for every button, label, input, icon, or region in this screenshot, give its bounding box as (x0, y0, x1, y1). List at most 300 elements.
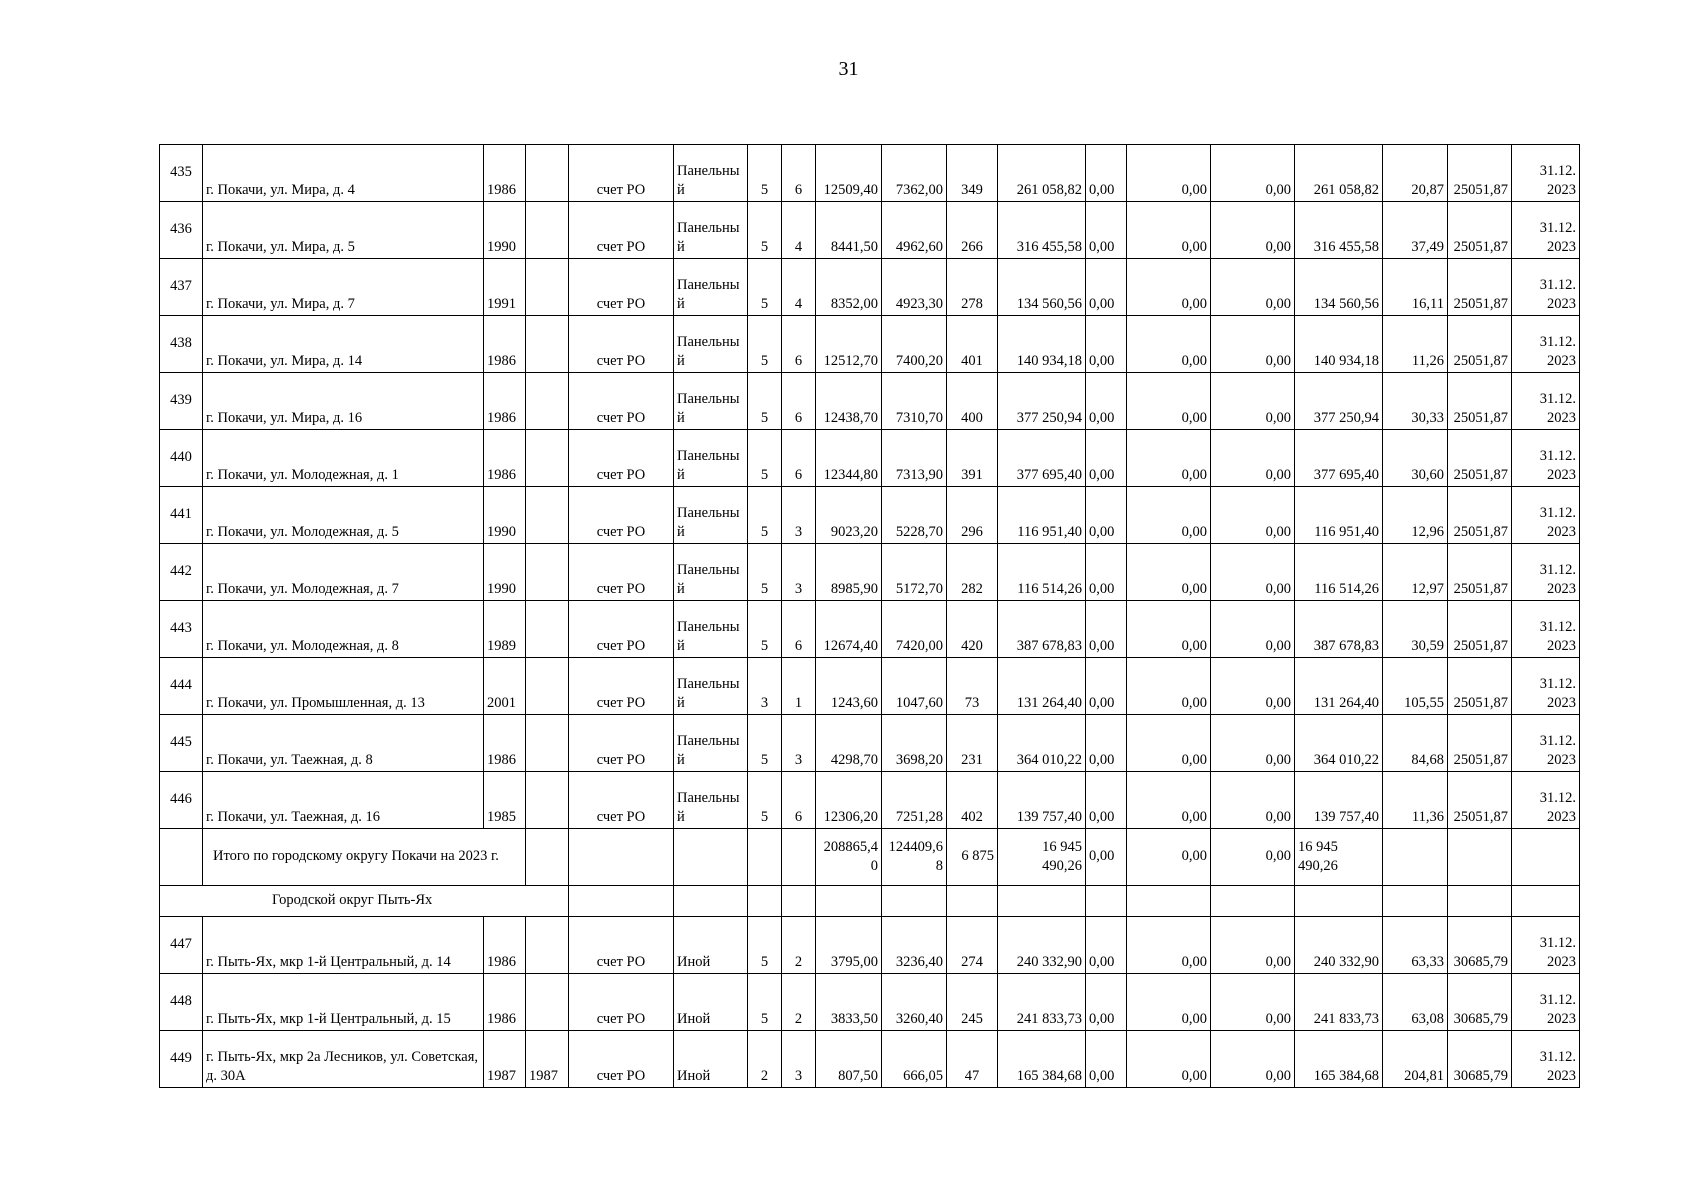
total-residential-area: 124409,68 (882, 829, 947, 886)
cell-total-area: 12344,80 (816, 430, 882, 487)
cell-cost-per-sqm: 30,60 (1383, 430, 1448, 487)
cell-row-number: 436 (160, 202, 203, 259)
cell-total-cost: 241 833,73 (998, 974, 1086, 1031)
cell-cost-fund: 0,00 (1086, 601, 1127, 658)
cell-entrances: 4 (782, 259, 816, 316)
cell-total-cost: 116 951,40 (998, 487, 1086, 544)
cell-empty (748, 829, 782, 886)
cell-residents: 401 (947, 316, 998, 373)
cell-empty (1448, 829, 1512, 886)
cell-residential-area: 7400,20 (882, 316, 947, 373)
cell-cost-limit: 25051,87 (1448, 316, 1512, 373)
cell-deadline: 31.12. 2023 (1512, 373, 1580, 430)
table-row (160, 974, 1580, 1031)
cell-year-commissioned (526, 430, 569, 487)
cell-wall-material: Иной (674, 917, 748, 974)
cell-year-built: 2001 (484, 658, 526, 715)
cell-year-commissioned (526, 487, 569, 544)
cell-entrances: 6 (782, 772, 816, 829)
cell-empty (1127, 886, 1211, 917)
cell-floors: 5 (748, 202, 782, 259)
cell-floors: 5 (748, 974, 782, 1031)
cell-floors: 5 (748, 259, 782, 316)
cell-row-number: 445 (160, 715, 203, 772)
cell-cost-budget-mo: 0,00 (1211, 373, 1295, 430)
cell-deadline: 31.12. 2023 (1512, 145, 1580, 202)
cell-deadline: 31.12. 2023 (1512, 917, 1580, 974)
cell-residential-area: 7251,28 (882, 772, 947, 829)
cell-empty (782, 886, 816, 917)
cell-year-built: 1985 (484, 772, 526, 829)
cell-residents: 231 (947, 715, 998, 772)
cell-residents: 278 (947, 259, 998, 316)
cell-row-number: 443 (160, 601, 203, 658)
cell-empty (947, 886, 998, 917)
cell-cost-budget-mo: 0,00 (1211, 601, 1295, 658)
cell-total-area: 12509,40 (816, 145, 882, 202)
cell-address: г. Пыть-Ях, мкр 1-й Центральный, д. 14 (203, 917, 484, 974)
cell-address: г. Покачи, ул. Молодежная, д. 1 (203, 430, 484, 487)
cell-row-number: 435 (160, 145, 203, 202)
table-row (160, 658, 1580, 715)
cell-empty (1211, 886, 1295, 917)
cell-empty (1295, 886, 1383, 917)
cell-floors: 5 (748, 487, 782, 544)
cell-deadline: 31.12. 2023 (1512, 601, 1580, 658)
cell-year-commissioned (526, 715, 569, 772)
total-total-area: 208865,40 (816, 829, 882, 886)
cell-cost-budget-mo: 0,00 (1211, 202, 1295, 259)
cell-entrances: 3 (782, 1031, 816, 1088)
cell-cost-budget-ao: 0,00 (1127, 715, 1211, 772)
cell-cost-budget-ao: 0,00 (1127, 373, 1211, 430)
cell-wall-material: Панельный (674, 202, 748, 259)
cell-cost-budget-ao: 0,00 (1127, 917, 1211, 974)
cell-empty (1448, 886, 1512, 917)
cell-total-cost: 387 678,83 (998, 601, 1086, 658)
table-row (160, 202, 1580, 259)
cell-cost-budget-ao: 0,00 (1127, 974, 1211, 1031)
cell-total-area: 12306,20 (816, 772, 882, 829)
cell-cost-fund: 0,00 (1086, 487, 1127, 544)
cell-empty (526, 829, 569, 886)
cell-cost-owners: 387 678,83 (1295, 601, 1383, 658)
cell-cost-budget-mo: 0,00 (1211, 544, 1295, 601)
cell-deadline: 31.12. 2023 (1512, 316, 1580, 373)
cell-entrances: 3 (782, 487, 816, 544)
cell-entrances: 3 (782, 715, 816, 772)
cell-fund-method: счет РО (569, 316, 674, 373)
cell-total-area: 4298,70 (816, 715, 882, 772)
cell-residential-area: 3236,40 (882, 917, 947, 974)
cell-cost-budget-mo: 0,00 (1211, 259, 1295, 316)
cell-cost-per-sqm: 12,97 (1383, 544, 1448, 601)
cell-fund-method: счет РО (569, 259, 674, 316)
table-row (160, 544, 1580, 601)
cell-wall-material: Панельный (674, 658, 748, 715)
cell-year-commissioned (526, 145, 569, 202)
cell-fund-method: счет РО (569, 658, 674, 715)
cell-cost-budget-ao: 0,00 (1127, 772, 1211, 829)
cell-residential-area: 7420,00 (882, 601, 947, 658)
cell-total-cost: 140 934,18 (998, 316, 1086, 373)
cell-residential-area: 7313,90 (882, 430, 947, 487)
cell-deadline: 31.12. 2023 (1512, 1031, 1580, 1088)
cell-year-commissioned (526, 259, 569, 316)
table-row (160, 487, 1580, 544)
table-row (160, 917, 1580, 974)
cell-residential-area: 5228,70 (882, 487, 947, 544)
table-row (160, 430, 1580, 487)
cell-total-area: 8985,90 (816, 544, 882, 601)
cell-year-built: 1986 (484, 430, 526, 487)
cell-cost-fund: 0,00 (1086, 715, 1127, 772)
cell-cost-limit: 25051,87 (1448, 544, 1512, 601)
cell-entrances: 2 (782, 917, 816, 974)
cell-year-built: 1986 (484, 145, 526, 202)
cell-residential-area: 1047,60 (882, 658, 947, 715)
cell-cost-owners: 131 264,40 (1295, 658, 1383, 715)
table-row-total (160, 829, 1580, 886)
cell-cost-per-sqm: 63,08 (1383, 974, 1448, 1031)
table-row (160, 772, 1580, 829)
cell-cost-limit: 25051,87 (1448, 772, 1512, 829)
cell-total-cost: 116 514,26 (998, 544, 1086, 601)
cell-total-cost: 316 455,58 (998, 202, 1086, 259)
cell-total-area: 12438,70 (816, 373, 882, 430)
cell-year-built: 1990 (484, 544, 526, 601)
cell-cost-limit: 30685,79 (1448, 974, 1512, 1031)
cell-residential-area: 4923,30 (882, 259, 947, 316)
cell-cost-per-sqm: 63,33 (1383, 917, 1448, 974)
cell-residential-area: 7310,70 (882, 373, 947, 430)
cell-cost-owners: 116 951,40 (1295, 487, 1383, 544)
cell-fund-method: счет РО (569, 1031, 674, 1088)
cell-total-cost: 377 250,94 (998, 373, 1086, 430)
cell-deadline: 31.12. 2023 (1512, 974, 1580, 1031)
cell-cost-limit: 25051,87 (1448, 601, 1512, 658)
cell-total-area: 9023,20 (816, 487, 882, 544)
table-row (160, 259, 1580, 316)
cell-total-area: 8352,00 (816, 259, 882, 316)
cell-cost-owners: 364 010,22 (1295, 715, 1383, 772)
cell-residents: 349 (947, 145, 998, 202)
cell-entrances: 6 (782, 430, 816, 487)
cell-cost-per-sqm: 20,87 (1383, 145, 1448, 202)
cell-cost-budget-ao: 0,00 (1127, 145, 1211, 202)
table-row (160, 316, 1580, 373)
cell-year-built: 1986 (484, 715, 526, 772)
cell-empty (998, 886, 1086, 917)
cell-floors: 5 (748, 544, 782, 601)
cell-cost-owners: 316 455,58 (1295, 202, 1383, 259)
cell-deadline: 31.12. 2023 (1512, 487, 1580, 544)
cell-wall-material: Панельный (674, 544, 748, 601)
total-label: Итого по городскому округу Покачи на 2023 г. (203, 829, 526, 886)
cell-cost-fund: 0,00 (1086, 974, 1127, 1031)
cell-empty (1512, 886, 1580, 917)
cell-cost-budget-ao: 0,00 (1127, 316, 1211, 373)
cell-cost-budget-mo: 0,00 (1211, 145, 1295, 202)
cell-cost-budget-mo: 0,00 (1211, 1031, 1295, 1088)
cell-cost-owners: 377 250,94 (1295, 373, 1383, 430)
cell-cost-owners: 240 332,90 (1295, 917, 1383, 974)
cell-cost-per-sqm: 105,55 (1383, 658, 1448, 715)
cell-year-built: 1991 (484, 259, 526, 316)
cell-empty (160, 829, 203, 886)
table-row (160, 715, 1580, 772)
cell-address: г. Покачи, ул. Мира, д. 14 (203, 316, 484, 373)
cell-residential-area: 3260,40 (882, 974, 947, 1031)
total-total-cost: 16 945 490,26 (998, 829, 1086, 886)
cell-residents: 282 (947, 544, 998, 601)
cell-row-number: 444 (160, 658, 203, 715)
cell-floors: 5 (748, 145, 782, 202)
cell-deadline: 31.12. 2023 (1512, 658, 1580, 715)
cell-wall-material: Панельный (674, 601, 748, 658)
cell-fund-method: счет РО (569, 202, 674, 259)
cell-cost-owners: 134 560,56 (1295, 259, 1383, 316)
cell-cost-limit: 25051,87 (1448, 202, 1512, 259)
cell-row-number: 446 (160, 772, 203, 829)
total-cost-budget-mo: 0,00 (1211, 829, 1295, 886)
cell-cost-owners: 241 833,73 (1295, 974, 1383, 1031)
cell-entrances: 4 (782, 202, 816, 259)
section-header-row (160, 886, 1580, 917)
cell-deadline: 31.12. 2023 (1512, 772, 1580, 829)
cell-deadline: 31.12. 2023 (1512, 544, 1580, 601)
cell-fund-method: счет РО (569, 601, 674, 658)
cell-floors: 3 (748, 658, 782, 715)
cell-cost-limit: 25051,87 (1448, 430, 1512, 487)
cell-residential-area: 4962,60 (882, 202, 947, 259)
cell-empty (882, 886, 947, 917)
cell-fund-method: счет РО (569, 430, 674, 487)
cell-address: г. Покачи, ул. Таежная, д. 8 (203, 715, 484, 772)
cell-cost-fund: 0,00 (1086, 430, 1127, 487)
total-cost-budget-ao: 0,00 (1127, 829, 1211, 886)
cell-year-built: 1986 (484, 917, 526, 974)
table-row (160, 145, 1580, 202)
cell-fund-method: счет РО (569, 487, 674, 544)
cell-cost-owners: 139 757,40 (1295, 772, 1383, 829)
cell-total-area: 3795,00 (816, 917, 882, 974)
cell-wall-material: Панельный (674, 772, 748, 829)
cell-address: г. Покачи, ул. Молодежная, д. 7 (203, 544, 484, 601)
cell-address: г. Покачи, ул. Таежная, д. 16 (203, 772, 484, 829)
cell-address: г. Покачи, ул. Промышленная, д. 13 (203, 658, 484, 715)
cell-cost-budget-mo: 0,00 (1211, 772, 1295, 829)
cell-cost-fund: 0,00 (1086, 544, 1127, 601)
cell-empty (569, 829, 674, 886)
cell-floors: 5 (748, 715, 782, 772)
cell-cost-budget-mo: 0,00 (1211, 658, 1295, 715)
cell-empty (782, 829, 816, 886)
cell-year-commissioned (526, 202, 569, 259)
cell-year-commissioned (526, 316, 569, 373)
cell-cost-owners: 140 934,18 (1295, 316, 1383, 373)
cell-wall-material: Панельный (674, 145, 748, 202)
cell-residents: 402 (947, 772, 998, 829)
data-table (159, 144, 1580, 1088)
cell-wall-material: Иной (674, 1031, 748, 1088)
cell-wall-material: Панельный (674, 373, 748, 430)
cell-cost-per-sqm: 30,59 (1383, 601, 1448, 658)
cell-year-commissioned (526, 974, 569, 1031)
cell-cost-limit: 25051,87 (1448, 658, 1512, 715)
cell-fund-method: счет РО (569, 974, 674, 1031)
cell-residents: 266 (947, 202, 998, 259)
cell-cost-budget-ao: 0,00 (1127, 487, 1211, 544)
cell-year-built: 1990 (484, 487, 526, 544)
cell-empty (1086, 886, 1127, 917)
cell-year-commissioned (526, 373, 569, 430)
cell-empty (674, 886, 748, 917)
cell-wall-material: Панельный (674, 715, 748, 772)
cell-cost-budget-mo: 0,00 (1211, 316, 1295, 373)
cell-year-built: 1986 (484, 974, 526, 1031)
cell-total-cost: 131 264,40 (998, 658, 1086, 715)
cell-entrances: 6 (782, 145, 816, 202)
cell-total-area: 12674,40 (816, 601, 882, 658)
cell-cost-fund: 0,00 (1086, 917, 1127, 974)
cell-residential-area: 666,05 (882, 1031, 947, 1088)
cell-deadline: 31.12. 2023 (1512, 202, 1580, 259)
cell-total-cost: 377 695,40 (998, 430, 1086, 487)
cell-cost-fund: 0,00 (1086, 145, 1127, 202)
cell-cost-budget-mo: 0,00 (1211, 715, 1295, 772)
cell-floors: 5 (748, 917, 782, 974)
cell-entrances: 6 (782, 316, 816, 373)
cell-cost-limit: 25051,87 (1448, 373, 1512, 430)
cell-fund-method: счет РО (569, 544, 674, 601)
cell-row-number: 449 (160, 1031, 203, 1088)
total-residents: 6 875 (947, 829, 998, 886)
cell-total-area: 8441,50 (816, 202, 882, 259)
cell-empty (748, 886, 782, 917)
cell-deadline: 31.12. 2023 (1512, 430, 1580, 487)
cell-total-area: 12512,70 (816, 316, 882, 373)
cell-cost-per-sqm: 11,36 (1383, 772, 1448, 829)
cell-year-built: 1986 (484, 316, 526, 373)
cell-cost-fund: 0,00 (1086, 772, 1127, 829)
cell-cost-budget-mo: 0,00 (1211, 487, 1295, 544)
cell-empty (1383, 829, 1448, 886)
cell-total-cost: 139 757,40 (998, 772, 1086, 829)
cell-cost-budget-ao: 0,00 (1127, 601, 1211, 658)
cell-year-commissioned (526, 601, 569, 658)
cell-total-cost: 364 010,22 (998, 715, 1086, 772)
cell-entrances: 1 (782, 658, 816, 715)
cell-cost-owners: 165 384,68 (1295, 1031, 1383, 1088)
cell-wall-material: Панельный (674, 259, 748, 316)
cell-entrances: 6 (782, 601, 816, 658)
cell-fund-method: счет РО (569, 772, 674, 829)
cell-cost-per-sqm: 84,68 (1383, 715, 1448, 772)
cell-empty (674, 829, 748, 886)
cell-address: г. Покачи, ул. Молодежная, д. 8 (203, 601, 484, 658)
cell-deadline: 31.12. 2023 (1512, 259, 1580, 316)
cell-cost-fund: 0,00 (1086, 658, 1127, 715)
cell-cost-fund: 0,00 (1086, 259, 1127, 316)
total-cost-fund: 0,00 (1086, 829, 1127, 886)
cell-row-number: 447 (160, 917, 203, 974)
cell-empty (569, 886, 674, 917)
cell-total-cost: 240 332,90 (998, 917, 1086, 974)
cell-address: г. Пыть-Ях, мкр 2а Лесников, ул. Советская, д. 30А (203, 1031, 484, 1088)
cell-cost-budget-ao: 0,00 (1127, 1031, 1211, 1088)
cell-residential-area: 3698,20 (882, 715, 947, 772)
cell-floors: 5 (748, 430, 782, 487)
cell-residents: 274 (947, 917, 998, 974)
page-number: 31 (838, 58, 859, 80)
cell-row-number: 448 (160, 974, 203, 1031)
cell-floors: 5 (748, 601, 782, 658)
cell-address: г. Покачи, ул. Мира, д. 7 (203, 259, 484, 316)
cell-address: г. Пыть-Ях, мкр 1-й Центральный, д. 15 (203, 974, 484, 1031)
cell-fund-method: счет РО (569, 715, 674, 772)
cell-residential-area: 5172,70 (882, 544, 947, 601)
cell-entrances: 3 (782, 544, 816, 601)
cell-residents: 420 (947, 601, 998, 658)
cell-cost-owners: 377 695,40 (1295, 430, 1383, 487)
cell-cost-fund: 0,00 (1086, 1031, 1127, 1088)
cell-residents: 400 (947, 373, 998, 430)
cell-cost-budget-mo: 0,00 (1211, 917, 1295, 974)
cell-residential-area: 7362,00 (882, 145, 947, 202)
cell-cost-fund: 0,00 (1086, 202, 1127, 259)
cell-cost-limit: 30685,79 (1448, 1031, 1512, 1088)
cell-address: г. Покачи, ул. Мира, д. 5 (203, 202, 484, 259)
cell-cost-limit: 25051,87 (1448, 487, 1512, 544)
cell-cost-budget-ao: 0,00 (1127, 544, 1211, 601)
cell-cost-per-sqm: 16,11 (1383, 259, 1448, 316)
cell-cost-fund: 0,00 (1086, 373, 1127, 430)
cell-residents: 73 (947, 658, 998, 715)
cell-total-area: 3833,50 (816, 974, 882, 1031)
cell-fund-method: счет РО (569, 373, 674, 430)
cell-row-number: 440 (160, 430, 203, 487)
cell-year-commissioned (526, 658, 569, 715)
cell-cost-owners: 261 058,82 (1295, 145, 1383, 202)
cell-row-number: 439 (160, 373, 203, 430)
cell-wall-material: Панельный (674, 430, 748, 487)
cell-year-commissioned (526, 917, 569, 974)
section-title: Городской округ Пыть-Ях (160, 886, 569, 917)
cell-address: г. Покачи, ул. Молодежная, д. 5 (203, 487, 484, 544)
cell-cost-budget-mo: 0,00 (1211, 430, 1295, 487)
cell-cost-budget-ao: 0,00 (1127, 430, 1211, 487)
cell-cost-limit: 25051,87 (1448, 145, 1512, 202)
cell-total-cost: 261 058,82 (998, 145, 1086, 202)
cell-total-area: 1243,60 (816, 658, 882, 715)
table-row (160, 601, 1580, 658)
cell-address: г. Покачи, ул. Мира, д. 16 (203, 373, 484, 430)
cell-entrances: 6 (782, 373, 816, 430)
cell-row-number: 441 (160, 487, 203, 544)
cell-address: г. Покачи, ул. Мира, д. 4 (203, 145, 484, 202)
cell-cost-fund: 0,00 (1086, 316, 1127, 373)
cell-cost-budget-ao: 0,00 (1127, 259, 1211, 316)
cell-residents: 245 (947, 974, 998, 1031)
cell-row-number: 442 (160, 544, 203, 601)
cell-empty (1383, 886, 1448, 917)
cell-empty (816, 886, 882, 917)
cell-cost-budget-mo: 0,00 (1211, 974, 1295, 1031)
cell-row-number: 437 (160, 259, 203, 316)
cell-entrances: 2 (782, 974, 816, 1031)
cell-cost-per-sqm: 204,81 (1383, 1031, 1448, 1088)
